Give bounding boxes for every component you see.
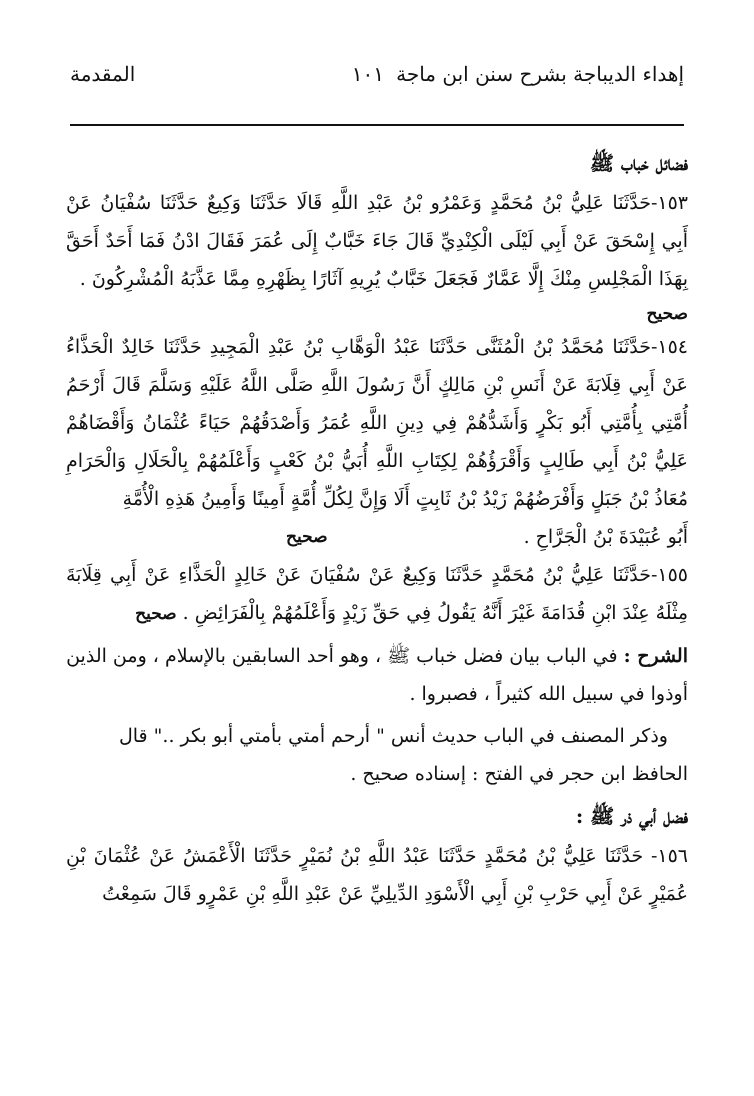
section-name: المقدمة [70,62,136,86]
hadith-156: ١٥٦- حَدَّثَنَا عَلِيُّ بْنُ مُحَمَّدٍ حَدَّثَنَا عَبْدُ اللَّهِ بْنُ نُمَيْرٍ حَدَّثَنَا الْأَعْمَشُ عَنْ عُثْمَانَ بْنِ عُمَيْرٍ عَنْ أَبِي حَرْبِ بْنِ أَبِي الْأَسْوَدِ الدِّيلِيِّ عَنْ عَبْدِ اللَّهِ بْنِ عَمْرٍو قَالَ سَمِعْتُ [66,845,688,905]
page-number: ١٠١ [351,62,384,86]
sharh-label: الشرح : [623,645,688,667]
commentary-paragraph-2: وذكر المصنف في الباب حديث أنس " أرحم أمتي بأمتي أبو بكر .." قال الحافظ ابن حجر في الفتح : إسناده صحيح . [118,725,688,785]
hadith-154: ١٥٤-حَدَّثَنَا مُحَمَّدُ بْنُ الْمُثَنَّى حَدَّثَنَا عَبْدُ الْوَهَّابِ بْنُ عَبْدِ الْمَجِيدِ حَدَّثَنَا خَالِدٌ الْحَذَّاءُ عَنْ أَبِي قِلَابَةَ عَنْ أَنَسِ بْنِ مَالِكٍ أَنَّ رَسُولَ اللَّهِ صَلَّى اللَّهُ عَلَيْهِ وَسَلَّمَ قَالَ أَرْحَمُ أُمَّتِي بِأُمَّتِي أَبُو بَكْرٍ وَأَشَدُّهُمْ فِي دِينِ اللَّهِ عُمَرُ وَأَصْدَقُهُمْ حَيَاءً عُثْمَانُ وَأَقْضَاهُمْ عَلِيُّ بْنُ أَبِي طَالِبٍ وَأَقْرَؤُهُمْ لِكِتَابِ اللَّهِ أُبَيُّ بْنُ كَعْبٍ وَأَعْلَمُهُمْ بِالْحَلَالِ وَالْحَرَامِ مُعَاذُ بْنُ جَبَلٍ وَأَفْرَضُهُمْ زَيْدُ بْنُ ثَابِتٍ أَلَا وَإِنَّ لِكُلِّ أُمَّةٍ أَمِينًا وَأَمِينُ هَذِهِ الْأُمَّةِ [66,336,688,510]
sharh-text: في الباب بيان فضل خباب ﷺ ، وهو أحد السابقين بالإسلام ، ومن الذين أوذوا في سبيل الله كثيراً ، فصبروا . [66,645,688,705]
page-header [70,62,684,102]
hadith-154-end: أَبُو عُبَيْدَةَ بْنُ الْجَرَّاحِ . [523,526,688,548]
hadith-155-text: ١٥٥-حَدَّثَنَا عَلِيُّ بْنُ مُحَمَّدٍ حَدَّثَنَا وَكِيعٌ عَنْ سُفْيَانَ عَنْ خَالِدٍ الْحَذَّاءِ عَنْ أَبِي قِلَابَةَ مِثْلَهُ عِنْدَ ابْنِ قُدَامَةَ غَيْرَ أَنَّهُ يَقُولُ فِي حَقِّ زَيْدٍ وَأَعْلَمُهُمْ بِالْفَرَائِضِ . [66,564,688,624]
page-body [66,140,688,913]
section-heading-abu-dharr: فضل أبي ذر ﷺ : [575,804,688,828]
hadith-155 [66,556,688,633]
commentary [66,637,688,713]
header-divider [70,124,684,126]
section-heading-khabbab: فضائل خباب ﷺ [589,151,688,175]
grade-155: صحيح [135,604,177,624]
book-title: إهداء الديباجة بشرح سنن ابن ماجة [396,62,684,86]
grade-154: صحيح [286,527,328,547]
grade-153: صحيح [646,304,688,324]
hadith-153: ١٥٣-حَدَّثَنَا عَلِيُّ بْنُ مُحَمَّدٍ وَعَمْرُو بْنُ عَبْدِ اللَّهِ قَالَا حَدَّثَنَا وَكِيعٌ حَدَّثَنَا سُفْيَانُ عَنْ أَبِي إِسْحَقَ عَنْ أَبِي لَيْلَى الْكِنْدِيِّ قَالَ جَاءَ خَبَّابٌ إِلَى عُمَرَ فَقَالَ ادْنُ فَمَا أَحَدٌ أَحَقَّ بِهَذَا الْمَجْلِسِ مِنْكَ إِلَّا عَمَّارٌ فَجَعَلَ خَبَّابٌ يُرِيهِ آثَارًا بِظَهْرِهِ مِمَّا عَذَّبَهُ الْمُشْرِكُونَ . [66,192,688,290]
